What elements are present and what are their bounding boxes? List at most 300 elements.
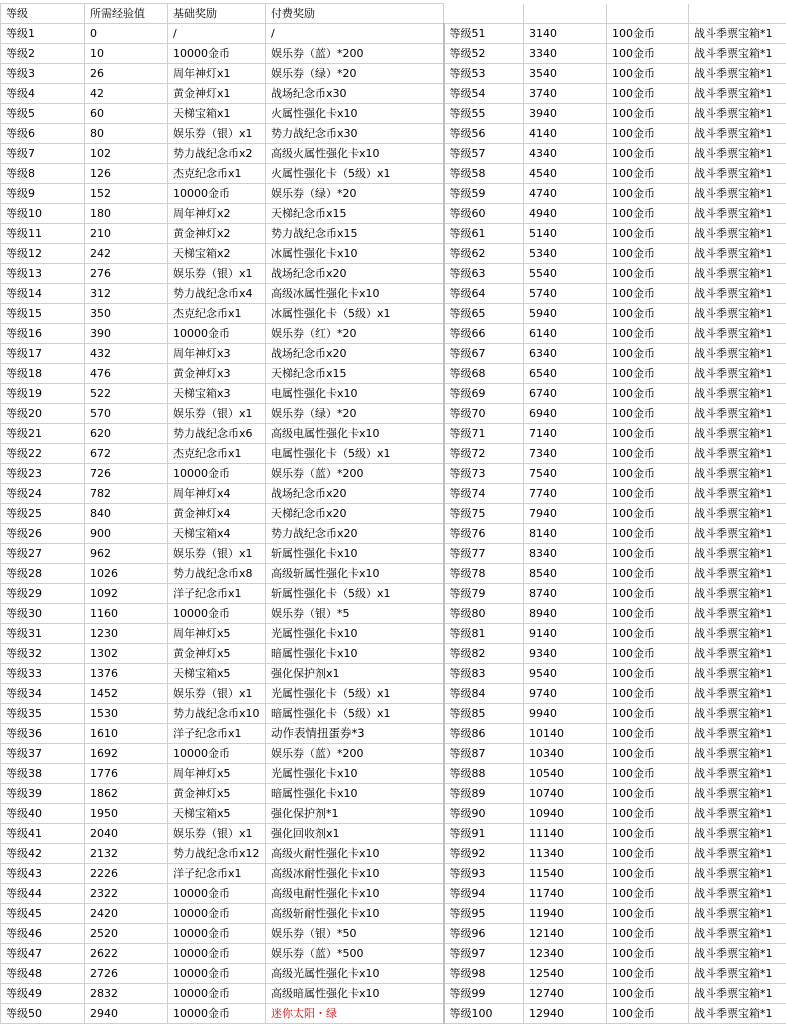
left-paid-reward-cell: 娱乐券（蓝）*200 [266,44,444,64]
right-paid-reward-cell: 战斗季票宝箱*1 [689,224,786,244]
left-exp-cell: 782 [85,484,168,504]
right-basic-reward-cell: 100金币 [607,384,689,404]
left-basic-reward-cell: 势力战纪念币x8 [168,564,266,584]
table-row [1,364,786,384]
left-paid-reward-cell: 火属性强化卡x10 [266,104,444,124]
right-basic-reward-cell: 100金币 [607,1004,689,1024]
right-level-cell: 等级90 [444,804,524,824]
left-level-cell: 等级32 [1,644,85,664]
right-basic-reward-cell: 100金币 [607,124,689,144]
table-row [1,144,786,164]
table-row [1,524,786,544]
right-exp-cell: 6940 [524,404,607,424]
left-paid-reward-cell: 娱乐券（绿）*20 [266,184,444,204]
right-level-cell: 等级87 [444,744,524,764]
left-basic-reward-cell: 天梯宝箱x5 [168,664,266,684]
left-level-cell: 等级44 [1,884,85,904]
right-exp-cell: 8540 [524,564,607,584]
right-exp-cell: 4140 [524,124,607,144]
left-exp-cell: 2622 [85,944,168,964]
right-exp-cell: 10940 [524,804,607,824]
left-exp-cell: 2132 [85,844,168,864]
right-exp-cell: 6740 [524,384,607,404]
left-paid-reward-cell: 高级光属性强化卡x10 [266,964,444,984]
left-level-cell: 等级26 [1,524,85,544]
left-level-cell: 等级49 [1,984,85,1004]
right-paid-reward-cell: 战斗季票宝箱*1 [689,824,786,844]
right-basic-reward-cell: 100金币 [607,164,689,184]
left-paid-reward-cell: 电属性强化卡（5级）x1 [266,444,444,464]
left-level-cell: 等级8 [1,164,85,184]
left-exp-cell: 1862 [85,784,168,804]
table-row [1,664,786,684]
left-exp-cell: 476 [85,364,168,384]
right-paid-reward-cell: 战斗季票宝箱*1 [689,864,786,884]
left-paid-reward-cell: 高级冰耐性强化卡x10 [266,864,444,884]
left-paid-reward-cell: 动作表情扭蛋券*3 [266,724,444,744]
left-exp-cell: 210 [85,224,168,244]
left-exp-cell: 1302 [85,644,168,664]
right-paid-reward-cell: 战斗季票宝箱*1 [689,704,786,724]
table-row [1,164,786,184]
left-paid-reward-cell: 迷你太阳・绿 [266,1004,444,1024]
table-row [1,484,786,504]
right-level-cell: 等级52 [444,44,524,64]
right-basic-reward-cell: 100金币 [607,324,689,344]
left-exp-cell: 2226 [85,864,168,884]
table-row [1,684,786,704]
table-row [1,944,786,964]
right-exp-cell: 5340 [524,244,607,264]
table-row [1,984,786,1004]
right-exp-cell: 4740 [524,184,607,204]
table-row [1,764,786,784]
left-exp-cell: 102 [85,144,168,164]
left-paid-reward-cell: 暗属性强化卡（5级）x1 [266,704,444,724]
left-level-cell: 等级25 [1,504,85,524]
table-row [1,424,786,444]
right-exp-cell: 11740 [524,884,607,904]
right-paid-reward-cell: 战斗季票宝箱*1 [689,64,786,84]
right-level-cell: 等级54 [444,84,524,104]
right-basic-reward-cell: 100金币 [607,804,689,824]
right-level-cell: 等级70 [444,404,524,424]
left-basic-reward-cell: 周年神灯x4 [168,484,266,504]
left-exp-cell: 2520 [85,924,168,944]
right-level-cell: 等级58 [444,164,524,184]
right-paid-reward-cell: 战斗季票宝箱*1 [689,84,786,104]
right-exp-cell: 4540 [524,164,607,184]
right-level-cell: 等级75 [444,504,524,524]
left-level-cell: 等级36 [1,724,85,744]
table-row [1,884,786,904]
left-exp-cell: 390 [85,324,168,344]
right-basic-reward-cell: 100金币 [607,84,689,104]
left-level-cell: 等级38 [1,764,85,784]
left-level-cell: 等级40 [1,804,85,824]
right-basic-reward-cell: 100金币 [607,184,689,204]
right-level-cell: 等级83 [444,664,524,684]
left-paid-reward-cell: 光属性强化卡x10 [266,624,444,644]
right-level-cell: 等级93 [444,864,524,884]
right-paid-reward-cell: 战斗季票宝箱*1 [689,204,786,224]
left-paid-reward-cell: 天梯纪念币x15 [266,204,444,224]
right-paid-reward-cell: 战斗季票宝箱*1 [689,584,786,604]
right-exp-cell: 12740 [524,984,607,1004]
left-paid-reward-cell: 强化保护剂x1 [266,664,444,684]
right-basic-reward-cell: 100金币 [607,484,689,504]
right-basic-reward-cell: 100金币 [607,724,689,744]
right-exp-cell: 11340 [524,844,607,864]
left-level-cell: 等级39 [1,784,85,804]
right-level-cell: 等级76 [444,524,524,544]
right-exp-cell: 9140 [524,624,607,644]
right-basic-reward-cell: 100金币 [607,504,689,524]
right-paid-reward-cell: 战斗季票宝箱*1 [689,264,786,284]
right-exp-cell: 5140 [524,224,607,244]
left-paid-reward-cell: 天梯纪念币x15 [266,364,444,384]
right-paid-reward-cell: 战斗季票宝箱*1 [689,964,786,984]
table-row [1,84,786,104]
right-basic-reward-cell: 100金币 [607,144,689,164]
left-basic-reward-cell: 黄金神灯x4 [168,504,266,524]
left-level-cell: 等级13 [1,264,85,284]
left-level-cell: 等级19 [1,384,85,404]
left-paid-reward-cell: 光属性强化卡（5级）x1 [266,684,444,704]
left-basic-reward-cell: 势力战纪念币x12 [168,844,266,864]
table-row [1,844,786,864]
right-paid-reward-cell: 战斗季票宝箱*1 [689,444,786,464]
right-exp-cell: 10740 [524,784,607,804]
left-paid-reward-cell: 暗属性强化卡x10 [266,644,444,664]
right-exp-cell: 4340 [524,144,607,164]
table-row [1,184,786,204]
left-exp-cell: 126 [85,164,168,184]
left-basic-reward-cell: 势力战纪念币x6 [168,424,266,444]
header-paid-reward: 付费奖励 [266,4,444,24]
header-blank [689,4,786,24]
left-basic-reward-cell: 洋子纪念币x1 [168,584,266,604]
right-exp-cell: 3540 [524,64,607,84]
right-basic-reward-cell: 100金币 [607,704,689,724]
right-exp-cell: 7740 [524,484,607,504]
left-paid-reward-cell: 娱乐券（银）*50 [266,924,444,944]
right-basic-reward-cell: 100金币 [607,304,689,324]
right-paid-reward-cell: 战斗季票宝箱*1 [689,544,786,564]
right-paid-reward-cell: 战斗季票宝箱*1 [689,744,786,764]
right-paid-reward-cell: 战斗季票宝箱*1 [689,944,786,964]
left-exp-cell: 1026 [85,564,168,584]
right-basic-reward-cell: 100金币 [607,784,689,804]
left-paid-reward-cell: 火属性强化卡（5级）x1 [266,164,444,184]
left-basic-reward-cell: 10000金币 [168,324,266,344]
left-exp-cell: 0 [85,24,168,44]
left-level-cell: 等级30 [1,604,85,624]
left-basic-reward-cell: 10000金币 [168,904,266,924]
left-basic-reward-cell: 娱乐券（银）x1 [168,544,266,564]
right-basic-reward-cell: 100金币 [607,424,689,444]
left-exp-cell: 620 [85,424,168,444]
right-exp-cell: 7540 [524,464,607,484]
right-basic-reward-cell: 100金币 [607,24,689,44]
left-exp-cell: 312 [85,284,168,304]
right-paid-reward-cell: 战斗季票宝箱*1 [689,424,786,444]
right-level-cell: 等级69 [444,384,524,404]
right-basic-reward-cell: 100金币 [607,604,689,624]
right-level-cell: 等级53 [444,64,524,84]
left-basic-reward-cell: 娱乐券（银）x1 [168,264,266,284]
right-basic-reward-cell: 100金币 [607,44,689,64]
left-exp-cell: 1092 [85,584,168,604]
left-exp-cell: 2832 [85,984,168,1004]
right-level-cell: 等级77 [444,544,524,564]
right-level-cell: 等级96 [444,924,524,944]
right-exp-cell: 8140 [524,524,607,544]
left-basic-reward-cell: 周年神灯x5 [168,764,266,784]
left-exp-cell: 726 [85,464,168,484]
right-exp-cell: 3140 [524,24,607,44]
right-exp-cell: 6340 [524,344,607,364]
left-basic-reward-cell: 娱乐券（银）x1 [168,684,266,704]
left-level-cell: 等级6 [1,124,85,144]
table-row [1,264,786,284]
right-basic-reward-cell: 100金币 [607,644,689,664]
right-paid-reward-cell: 战斗季票宝箱*1 [689,764,786,784]
left-paid-reward-cell: 斩属性强化卡（5级）x1 [266,584,444,604]
table-row [1,904,786,924]
left-basic-reward-cell: 10000金币 [168,604,266,624]
right-exp-cell: 12940 [524,1004,607,1024]
right-basic-reward-cell: 100金币 [607,264,689,284]
right-exp-cell: 7340 [524,444,607,464]
right-level-cell: 等级80 [444,604,524,624]
left-level-cell: 等级34 [1,684,85,704]
table-row [1,724,786,744]
table-row [1,704,786,724]
table-row [1,384,786,404]
right-exp-cell: 6540 [524,364,607,384]
left-exp-cell: 1230 [85,624,168,644]
table-row [1,464,786,484]
left-basic-reward-cell: 娱乐券（银）x1 [168,404,266,424]
right-exp-cell: 10540 [524,764,607,784]
left-paid-reward-cell: 冰属性强化卡x10 [266,244,444,264]
right-level-cell: 等级79 [444,584,524,604]
right-paid-reward-cell: 战斗季票宝箱*1 [689,364,786,384]
right-basic-reward-cell: 100金币 [607,864,689,884]
left-exp-cell: 1610 [85,724,168,744]
right-level-cell: 等级86 [444,724,524,744]
right-exp-cell: 7940 [524,504,607,524]
right-level-cell: 等级64 [444,284,524,304]
left-paid-reward-cell: 电属性强化卡x10 [266,384,444,404]
right-basic-reward-cell: 100金币 [607,104,689,124]
left-paid-reward-cell: 娱乐券（蓝）*200 [266,744,444,764]
left-paid-reward-cell: 势力战纪念币x15 [266,224,444,244]
left-exp-cell: 1530 [85,704,168,724]
table-row [1,404,786,424]
left-level-cell: 等级1 [1,24,85,44]
table-row [1,644,786,664]
right-exp-cell: 11540 [524,864,607,884]
right-exp-cell: 10140 [524,724,607,744]
table-row [1,564,786,584]
left-level-cell: 等级48 [1,964,85,984]
right-paid-reward-cell: 战斗季票宝箱*1 [689,404,786,424]
left-exp-cell: 152 [85,184,168,204]
table-row [1,444,786,464]
right-basic-reward-cell: 100金币 [607,904,689,924]
left-basic-reward-cell: 势力战纪念币x4 [168,284,266,304]
left-basic-reward-cell: 10000金币 [168,984,266,1004]
right-level-cell: 等级98 [444,964,524,984]
left-level-cell: 等级50 [1,1004,85,1024]
left-basic-reward-cell: 10000金币 [168,744,266,764]
left-paid-reward-cell: 娱乐券（绿）*20 [266,404,444,424]
right-level-cell: 等级95 [444,904,524,924]
left-paid-reward-cell: 高级火耐性强化卡x10 [266,844,444,864]
right-exp-cell: 3940 [524,104,607,124]
left-basic-reward-cell: 洋子纪念币x1 [168,864,266,884]
right-basic-reward-cell: 100金币 [607,924,689,944]
left-basic-reward-cell: 10000金币 [168,464,266,484]
table-row [1,44,786,64]
right-basic-reward-cell: 100金币 [607,244,689,264]
left-exp-cell: 522 [85,384,168,404]
right-paid-reward-cell: 战斗季票宝箱*1 [689,1004,786,1024]
right-basic-reward-cell: 100金币 [607,544,689,564]
right-paid-reward-cell: 战斗季票宝箱*1 [689,184,786,204]
left-level-cell: 等级20 [1,404,85,424]
left-paid-reward-cell: 强化保护剂*1 [266,804,444,824]
right-level-cell: 等级74 [444,484,524,504]
right-paid-reward-cell: 战斗季票宝箱*1 [689,44,786,64]
left-level-cell: 等级42 [1,844,85,864]
right-paid-reward-cell: 战斗季票宝箱*1 [689,244,786,264]
right-level-cell: 等级78 [444,564,524,584]
left-exp-cell: 1950 [85,804,168,824]
table-row [1,624,786,644]
left-paid-reward-cell: 战场纪念币x20 [266,344,444,364]
right-level-cell: 等级59 [444,184,524,204]
right-exp-cell: 11940 [524,904,607,924]
left-basic-reward-cell: 势力战纪念币x2 [168,144,266,164]
left-basic-reward-cell: 10000金币 [168,924,266,944]
right-level-cell: 等级60 [444,204,524,224]
left-paid-reward-cell: 高级斩耐性强化卡x10 [266,904,444,924]
left-basic-reward-cell: 天梯宝箱x5 [168,804,266,824]
right-basic-reward-cell: 100金币 [607,684,689,704]
right-paid-reward-cell: 战斗季票宝箱*1 [689,604,786,624]
left-exp-cell: 2322 [85,884,168,904]
left-exp-cell: 2420 [85,904,168,924]
right-exp-cell: 4940 [524,204,607,224]
right-level-cell: 等级55 [444,104,524,124]
right-paid-reward-cell: 战斗季票宝箱*1 [689,124,786,144]
right-level-cell: 等级71 [444,424,524,444]
header-exp: 所需经验值 [85,4,168,24]
table-row [1,324,786,344]
left-level-cell: 等级4 [1,84,85,104]
right-basic-reward-cell: 100金币 [607,884,689,904]
left-paid-reward-cell: 高级暗属性强化卡x10 [266,984,444,1004]
table-row [1,24,786,44]
right-paid-reward-cell: 战斗季票宝箱*1 [689,164,786,184]
left-basic-reward-cell: 10000金币 [168,964,266,984]
right-level-cell: 等级57 [444,144,524,164]
left-basic-reward-cell: 10000金币 [168,1004,266,1024]
left-paid-reward-cell: / [266,24,444,44]
left-basic-reward-cell: 娱乐券（银）x1 [168,824,266,844]
header-level: 等级 [1,4,85,24]
left-basic-reward-cell: 天梯宝箱x4 [168,524,266,544]
table-row [1,784,786,804]
left-basic-reward-cell: 黄金神灯x5 [168,644,266,664]
right-paid-reward-cell: 战斗季票宝箱*1 [689,144,786,164]
right-exp-cell: 3740 [524,84,607,104]
left-exp-cell: 80 [85,124,168,144]
right-paid-reward-cell: 战斗季票宝箱*1 [689,344,786,364]
table-row [1,204,786,224]
right-level-cell: 等级89 [444,784,524,804]
left-paid-reward-cell: 冰属性强化卡（5级）x1 [266,304,444,324]
right-paid-reward-cell: 战斗季票宝箱*1 [689,804,786,824]
left-basic-reward-cell: 10000金币 [168,44,266,64]
right-exp-cell: 12540 [524,964,607,984]
left-paid-reward-cell: 娱乐券（蓝）*200 [266,464,444,484]
right-level-cell: 等级62 [444,244,524,264]
left-paid-reward-cell: 高级斩属性强化卡x10 [266,564,444,584]
right-paid-reward-cell: 战斗季票宝箱*1 [689,984,786,1004]
left-exp-cell: 672 [85,444,168,464]
table-row [1,964,786,984]
left-level-cell: 等级21 [1,424,85,444]
right-basic-reward-cell: 100金币 [607,984,689,1004]
left-basic-reward-cell: 黄金神灯x2 [168,224,266,244]
reward-table [0,3,786,1024]
right-basic-reward-cell: 100金币 [607,404,689,424]
left-level-cell: 等级43 [1,864,85,884]
table-row [1,104,786,124]
right-level-cell: 等级81 [444,624,524,644]
left-paid-reward-cell: 战场纪念币x30 [266,84,444,104]
left-basic-reward-cell: 杰克纪念币x1 [168,164,266,184]
left-exp-cell: 1692 [85,744,168,764]
left-level-cell: 等级11 [1,224,85,244]
left-paid-reward-cell: 强化回收剂x1 [266,824,444,844]
right-basic-reward-cell: 100金币 [607,224,689,244]
right-basic-reward-cell: 100金币 [607,524,689,544]
left-exp-cell: 2940 [85,1004,168,1024]
table-row [1,304,786,324]
left-basic-reward-cell: 黄金神灯x1 [168,84,266,104]
right-exp-cell: 7140 [524,424,607,444]
right-basic-reward-cell: 100金币 [607,824,689,844]
right-basic-reward-cell: 100金币 [607,64,689,84]
right-level-cell: 等级99 [444,984,524,1004]
right-level-cell: 等级65 [444,304,524,324]
right-level-cell: 等级73 [444,464,524,484]
right-exp-cell: 6140 [524,324,607,344]
left-exp-cell: 242 [85,244,168,264]
table-row [1,544,786,564]
left-level-cell: 等级24 [1,484,85,504]
right-paid-reward-cell: 战斗季票宝箱*1 [689,684,786,704]
left-basic-reward-cell: 杰克纪念币x1 [168,444,266,464]
left-paid-reward-cell: 高级冰属性强化卡x10 [266,284,444,304]
table-row [1,504,786,524]
left-paid-reward-cell: 暗属性强化卡x10 [266,784,444,804]
